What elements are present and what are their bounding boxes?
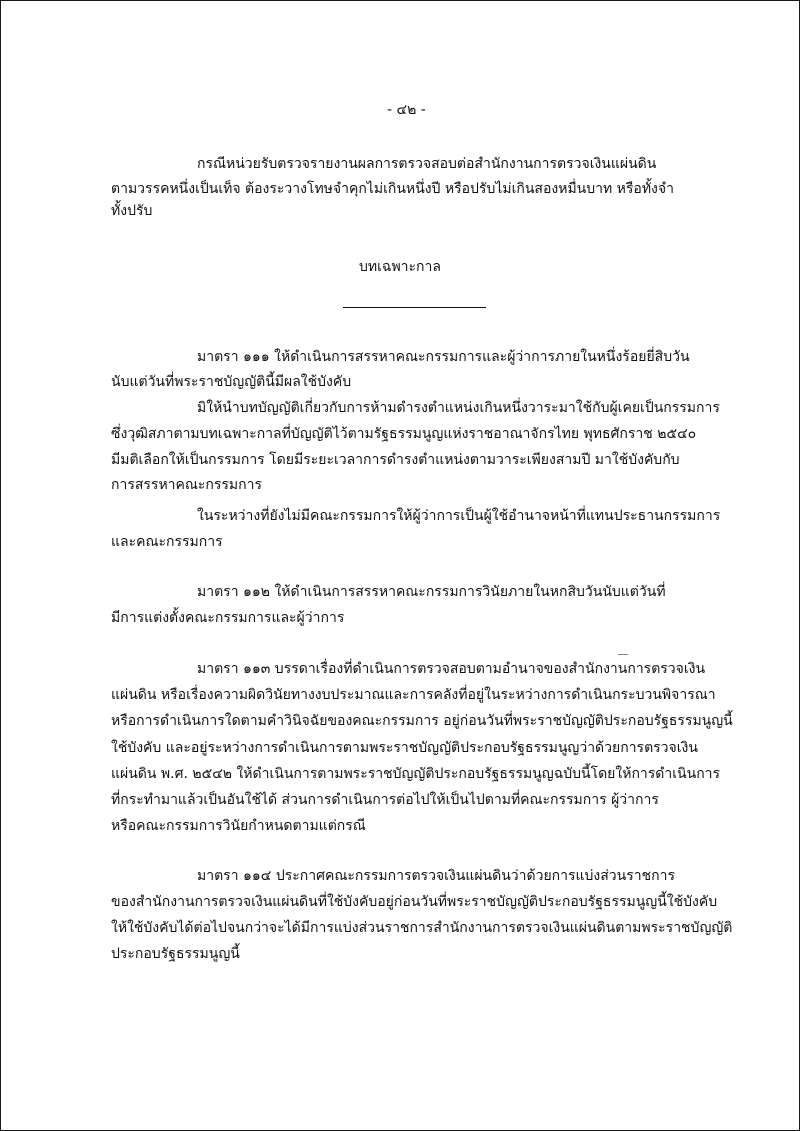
section-114-line-4: ประกอบรัฐธรรมนูญนี้ (111, 946, 240, 962)
section-114-line-3: ให้ใช้บังคับได้ต่อไปจนกว่าจะได้มีการแบ่งส่วนราชการสำนักงานการตรวจเงินแผ่นดินตามพระราชบัญญัติ (111, 920, 733, 936)
section-113-line-2: แผ่นดิน หรือเรื่องความผิดวินัยทางงบประมาณและการคลังที่อยู่ในระหว่างการดำเนินกระบวนพิจารณา (111, 687, 716, 703)
page-number: - ๔๒ - (387, 102, 426, 118)
section-112-line-2: มีการแต่งตั้งคณะกรรมการและผู้ว่าการ (111, 610, 345, 626)
section-111-line-2: นับแต่วันที่พระราชบัญญัตินี้มีผลใช้บังคับ (111, 374, 352, 390)
section-111-line-4: ซึ่งวุฒิสภาตามบทเฉพาะกาลที่บัญญัติไว้ตามรัฐธรรมนูญแห่งราชอาณาจักรไทย พุทธศักราช ๒๕๔๐ (111, 426, 697, 442)
scan-speck (618, 654, 628, 655)
section-113-line-6: ที่กระทำมาแล้วเป็นอันใช้ได้ ส่วนการดำเนินการต่อไปให้เป็นไปตามที่คณะกรรมการ ผู้ว่าการ (111, 792, 659, 808)
section-113-line-7: หรือคณะกรรมการวินัยกำหนดตามแต่กรณี (111, 818, 366, 834)
section-112-line-1: มาตรา ๑๑๒ ให้ดำเนินการสรรหาคณะกรรมการวินัยภายในหกสิบวันนับแต่วันที่ (197, 584, 666, 600)
section-113-line-1: มาตรา ๑๑๓ บรรดาเรื่องที่ดำเนินการตรวจสอบตามอำนาจของสำนักงานการตรวจเงิน (197, 661, 706, 677)
section-114-line-2: ของสำนักงานการตรวจเงินแผ่นดินที่ใช้บังคับอยู่ก่อนวันที่พระราชบัญญัติประกอบรัฐธรรมนูญนี้ใช้บังคับ (111, 894, 718, 910)
section-111-line-5: มีมติเลือกให้เป็นกรรมการ โดยมีระยะเวลาการดำรงตำแหน่งตามวาระเพียงสามปี มาใช้บังคับกับ (111, 452, 680, 468)
section-111-line-7: ในระหว่างที่ยังไม่มีคณะกรรมการให้ผู้ว่าการเป็นผู้ใช้อำนาจหน้าที่แทนประธานกรรมการ (197, 508, 721, 524)
intro-line-2: ตามวรรคหนึ่งเป็นเท็จ ต้องระวางโทษจำคุกไม่เกินหนึ่งปี หรือปรับไม่เกินสองหมื่นบาท หรือทั้งจำ (111, 181, 674, 197)
section-111-line-1: มาตรา ๑๑๑ ให้ดำเนินการสรรหาคณะกรรมการและผู้ว่าการภายในหนึ่งร้อยยี่สิบวัน (197, 349, 690, 365)
intro-line-1: กรณีหน่วยรับตรวจรายงานผลการตรวจสอบต่อสำนักงานการตรวจเงินแผ่นดิน (197, 156, 657, 172)
section-111-line-3: มิให้นำบทบัญญัติเกี่ยวกับการห้ามดำรงตำแหน่งเกินหนึ่งวาระมาใช้กับผู้เคยเป็นกรรมการ (197, 400, 720, 416)
section-111-line-6: การสรรหาคณะกรรมการ (111, 477, 263, 493)
section-113-line-5: แผ่นดิน พ.ศ. ๒๕๔๒ ให้ดำเนินการตามพระราชบัญญัติประกอบรัฐธรรมนูญฉบับนี้โดยให้การดำเนินการ (111, 766, 721, 782)
intro-line-3: ทั้งปรับ (111, 203, 153, 219)
heading-divider (343, 307, 486, 308)
section-113-line-3: หรือการดำเนินการใดตามคำวินิจฉัยของคณะกรรมการ อยู่ก่อนวันที่พระราชบัญญัติประกอบรัฐธรรมนูญนี้ (111, 713, 733, 729)
transitional-provisions-heading: บทเฉพาะกาล (359, 259, 441, 275)
section-113-line-4: ใช้บังคับ และอยู่ระหว่างการดำเนินการตามพระราชบัญญัติประกอบรัฐธรรมนูญว่าด้วยการตรวจเงิน (111, 740, 698, 756)
section-111-line-8: และคณะกรรมการ (111, 534, 223, 550)
section-114-line-1: มาตรา ๑๑๔ ประกาศคณะกรรมการตรวจเงินแผ่นดินว่าด้วยการแบ่งส่วนราชการ (197, 868, 675, 884)
